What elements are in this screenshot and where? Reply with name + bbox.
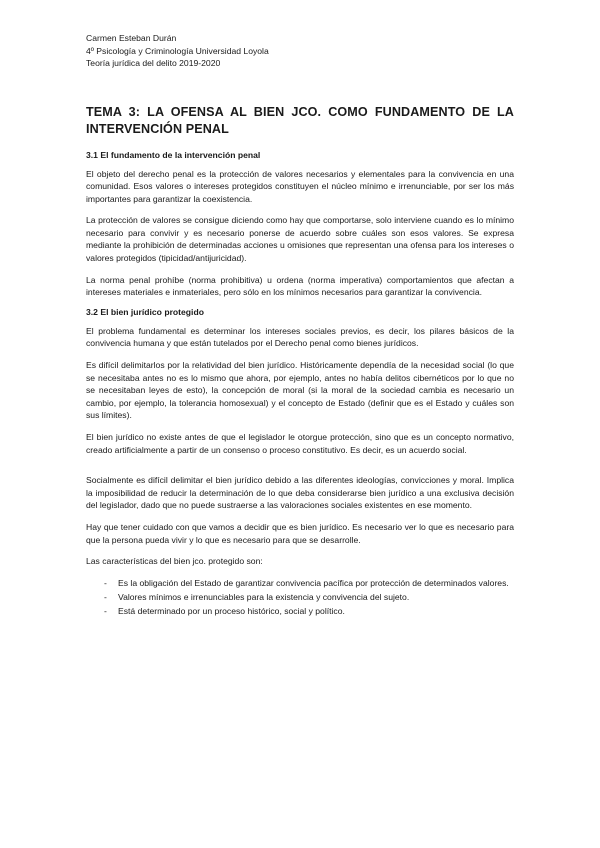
list-item [86,605,514,618]
paragraph: Es difícil delimitarlos por la relatividad del bien jurídico. Históricamente dependía de la necesidad social (lo que se necesitaba antes no es lo mismo que ahora, por ejemplo, antes no había delitos cibernéticos por lo que no se necesitaban leyes de esto), la concepción de moral (si la moral de la sociedad cambia es necesario un cambio, por ejemplo, la tolerancia homosexual) y el concepto de Estado (definir que es el Estado y cuáles son sus límites). [86,360,514,421]
paragraph: El objeto del derecho penal es la protección de valores necesarios y elementales para la convivencia en una comunidad. Esos valores o intereses protegidos constituyen el núcleo mínimo e irrenunciable, por ser los más importantes para garantizar la coexistencia. [86,168,514,204]
paragraph: El problema fundamental es determinar los intereses sociales previos, es decir, los pilares básicos de la convivencia humana y que están tutelados por el Derecho penal como bienes jurídicos. [86,325,514,349]
subject-name: Teoría jurídica del delito 2019-2020 [86,58,221,68]
author-name: Carmen Esteban Durán [86,33,177,43]
page-title: TEMA 3: LA OFENSA AL BIEN JCO. COMO FUNDAMENTO DE LA INTERVENCIÓN PENAL [86,104,514,136]
list-item [86,577,514,590]
paragraph: La protección de valores se consigue diciendo como hay que comportarse, solo interviene cuando es lo mínimo necesario para convivir y es necesario ponerse de acuerdo sobre cuáles son esos valores. Se expresa mediante la prohibición de determinadas acciones u omisiones que representan una ofensa para los intereses o valores protegidos (tipicidad/antijuricidad). [86,215,514,264]
list-item-text: Está determinado por un proceso histórico, social y político. [118,605,345,616]
list-item [86,591,514,604]
section-heading-3-1: 3.1 El fundamento de la intervención penal [86,149,261,160]
bullet-dash: - [104,605,107,616]
bullet-dash: - [104,591,107,602]
paragraph: Las características del bien jco. protegido son: [86,556,263,567]
document-header [86,32,514,70]
course-name: 4º Psicología y Criminología Universidad Loyola [86,45,269,56]
bullet-dash: - [104,577,107,588]
paragraph: Hay que tener cuidado con que vamos a decidir que es bien jurídico. Es necesario ver lo que es necesario para que la persona pueda vivir y lo que es necesario para que se desarrolle. [86,521,514,545]
paragraph: La norma penal prohíbe (norma prohibitiva) u ordena (norma imperativa) comportamientos que afectan a intereses materiales e inmateriales, pero sólo en los mínimos necesarios para garantizar la convivencia. [86,274,514,298]
list-item-text: Es la obligación del Estado de garantizar convivencia pacífica por protección de determinados valores. [118,577,509,588]
characteristics-list [86,577,514,618]
list-item-text: Valores mínimos e irrenunciables para la existencia y convivencia del sujeto. [118,591,410,602]
paragraph: Socialmente es difícil delimitar el bien jurídico debido a las diferentes ideologías, convicciones y moral. Implica la imposibilidad de reducir la determinación de lo que deba considerarse bien jurídico a una exclusiva decisión del legislador, dado que no puede sustraerse a las valoraciones sociales existentes en ese momento. [86,475,514,511]
paragraph: El bien jurídico no existe antes de que el legislador le otorgue protección, sino que es un concepto normativo, creado artificialmente a partir de un consenso o proceso constitutivo. Es decir, es un acuerdo social. [86,432,514,455]
section-heading-3-2: 3.2 El bien jurídico protegido [86,306,204,317]
